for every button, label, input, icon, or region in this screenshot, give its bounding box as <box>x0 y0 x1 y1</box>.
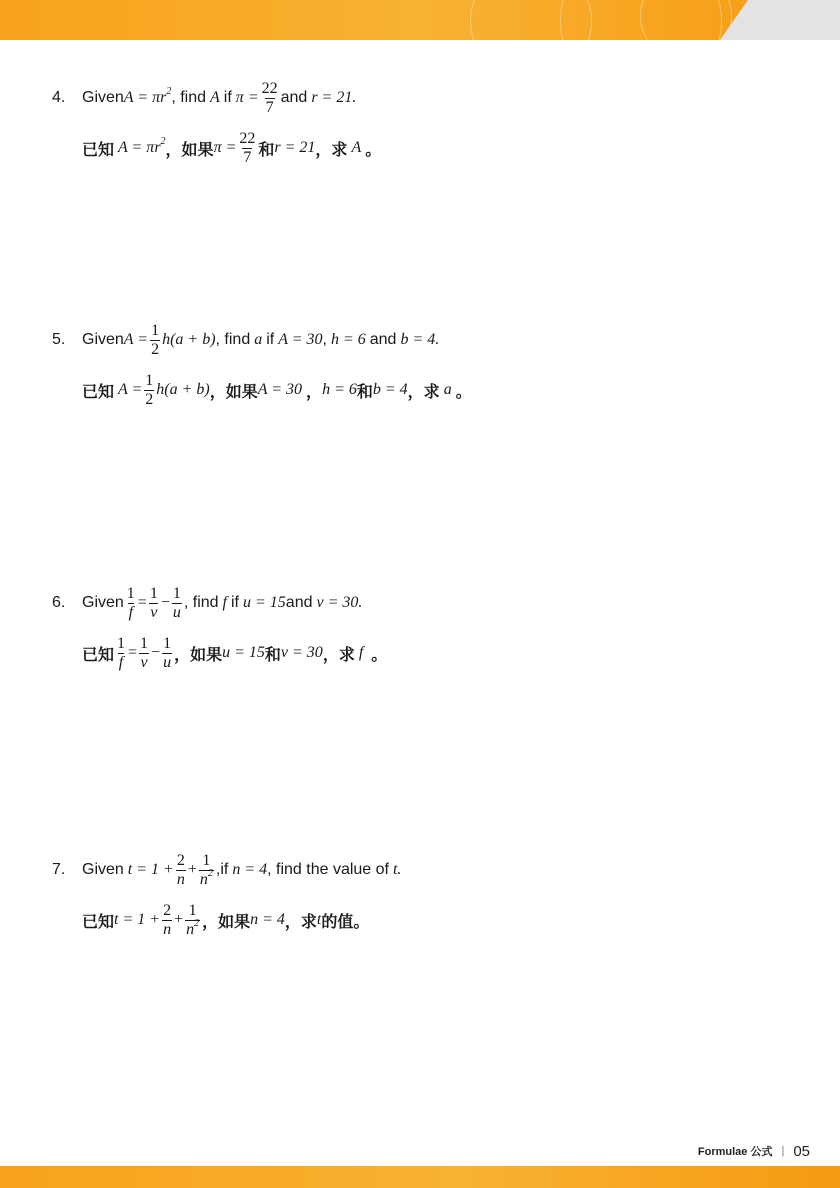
q5-english-line <box>52 315 792 365</box>
fraction-one-over-v: $\frac{1}{v}$ <box>149 584 158 621</box>
pi-fraction: $\frac{22}{7}$ <box>261 79 278 116</box>
zh-find: ，求 <box>315 139 348 159</box>
zh-and: 和 <box>356 381 373 401</box>
header-decoration-band <box>0 0 840 40</box>
zh-if: ，如果 <box>209 381 258 401</box>
condition-h: h = 6 <box>330 331 366 348</box>
if-text: if <box>231 594 239 611</box>
footer-separator: | <box>781 1145 785 1157</box>
minus-sign: − <box>151 644 161 661</box>
formula-lhs: A = <box>123 331 149 348</box>
zh-end: 的值。 <box>321 911 370 931</box>
q4-chinese-line <box>52 123 792 173</box>
plus-sign: + <box>174 911 184 928</box>
zh-end: 。 <box>455 381 472 401</box>
fraction-two-over-n: $\frac{2}{n}$ <box>176 851 185 888</box>
condition-b: b = 4. <box>400 331 440 348</box>
fraction-two-over-n: $\frac{2}{n}$ <box>163 901 172 938</box>
equals-sign: = <box>128 644 138 661</box>
zh-given: 已知 <box>82 911 115 931</box>
question-number: 6. <box>52 594 66 611</box>
find-text: , find the value of <box>267 861 389 878</box>
zh-end: 。 <box>371 644 388 664</box>
given-word: Given <box>82 861 124 878</box>
and-text: and <box>285 594 313 611</box>
fraction-one-over-f: $\frac{1}{f}$ <box>117 634 126 671</box>
header-gray-corner <box>720 0 840 40</box>
q6-chinese-line <box>52 628 792 678</box>
and-text: and <box>369 331 397 348</box>
fraction-one-over-u: $\frac{1}{u}$ <box>172 584 181 621</box>
zh-if: ，如果 <box>165 139 214 159</box>
zh-given: 已知 <box>82 381 115 401</box>
footer-section-label: Formulae 公式 <box>697 1146 773 1158</box>
zh-given: 已知 <box>82 139 115 159</box>
find-text: , find <box>183 594 219 611</box>
pi-lhs: π = <box>213 139 237 156</box>
formula-lhs: t = 1 + <box>114 911 161 928</box>
condition-a: A = 30 <box>257 381 303 398</box>
find-variable: A <box>351 139 362 156</box>
given-word: Given <box>82 89 124 106</box>
formula-lhs: t = 1 + <box>127 861 174 878</box>
question-number: 5. <box>52 331 66 348</box>
find-text: , find <box>215 331 251 348</box>
zh-find: ，求 <box>284 911 317 931</box>
fraction-one-over-f: $\frac{1}{f}$ <box>126 584 135 621</box>
zh-find: ，求 <box>407 381 440 401</box>
if-text: ,if <box>215 861 229 878</box>
find-variable: t. <box>392 861 402 878</box>
zh-and: 和 <box>258 139 275 159</box>
zh-given: 已知 <box>82 644 115 664</box>
page-footer <box>698 1141 810 1161</box>
q4-english-line <box>52 73 792 123</box>
zh-if: ，如果 <box>202 911 251 931</box>
condition-v: v = 30 <box>280 644 323 661</box>
equals-sign: = <box>137 594 147 611</box>
given-word: Given <box>82 594 124 611</box>
condition-v: v = 30. <box>316 594 363 611</box>
condition-n: n = 4 <box>232 861 268 878</box>
formula-rhs: h(a + b) <box>162 331 216 348</box>
zh-end: 。 <box>365 139 382 159</box>
question-7 <box>52 845 792 945</box>
zh-comma: ， <box>306 381 323 401</box>
question-5 <box>52 315 792 415</box>
formula-lhs: A = <box>118 381 143 398</box>
formula-rhs: h(a + b) <box>156 381 210 398</box>
zh-if: ，如果 <box>174 644 223 664</box>
condition-n: n = 4 <box>250 911 285 928</box>
find-variable: a <box>443 381 452 398</box>
find-variable: a <box>254 331 263 348</box>
comma: , <box>322 331 327 348</box>
zh-find: ，求 <box>322 644 355 664</box>
question-4 <box>52 73 792 173</box>
condition-a: A = 30 <box>278 331 323 348</box>
condition-u: u = 15 <box>222 644 265 661</box>
q6-english-line <box>52 578 792 628</box>
question-number: 4. <box>52 89 66 106</box>
condition-u: u = 15 <box>243 594 286 611</box>
q7-chinese-line <box>52 895 792 945</box>
find-variable: f <box>358 644 364 661</box>
q7-english-line <box>52 845 792 895</box>
plus-sign: + <box>187 861 197 878</box>
fraction-one-over-n-squared: $\frac{1}{n^2}$ <box>199 851 213 888</box>
find-variable: A <box>210 89 220 106</box>
half-fraction: $\frac{1}{2}$ <box>151 321 160 358</box>
given-word: Given <box>82 331 124 348</box>
fraction-one-over-n-squared: $\frac{1}{n^2}$ <box>186 901 200 938</box>
pi-lhs: π = <box>235 89 259 106</box>
page-number: 05 <box>793 1142 810 1160</box>
q5-chinese-line <box>52 365 792 415</box>
if-text: if <box>266 331 275 348</box>
r-condition: r = 21. <box>311 89 357 106</box>
find-text: , find <box>171 89 207 106</box>
formula-lhs: $A = \pi r^2$ <box>118 136 166 156</box>
question-6 <box>52 578 792 678</box>
condition-b: b = 4 <box>372 381 408 398</box>
fraction-one-over-u: $\frac{1}{u}$ <box>163 634 172 671</box>
question-number: 7. <box>52 861 66 878</box>
find-variable: t <box>316 911 322 928</box>
pi-fraction: $\frac{22}{7}$ <box>239 129 256 166</box>
fraction-one-over-v: $\frac{1}{v}$ <box>140 634 149 671</box>
r-condition: r = 21 <box>274 139 316 156</box>
half-fraction: $\frac{1}{2}$ <box>145 371 154 408</box>
zh-and: 和 <box>264 644 281 664</box>
minus-sign: − <box>160 594 170 611</box>
condition-h: h = 6 <box>322 381 357 398</box>
and-text: and <box>280 89 308 106</box>
find-variable: f <box>222 594 227 611</box>
if-text: if <box>223 89 232 106</box>
footer-decoration-band <box>0 1166 840 1188</box>
formula-lhs: $A = \pi r^2$ <box>123 86 172 106</box>
